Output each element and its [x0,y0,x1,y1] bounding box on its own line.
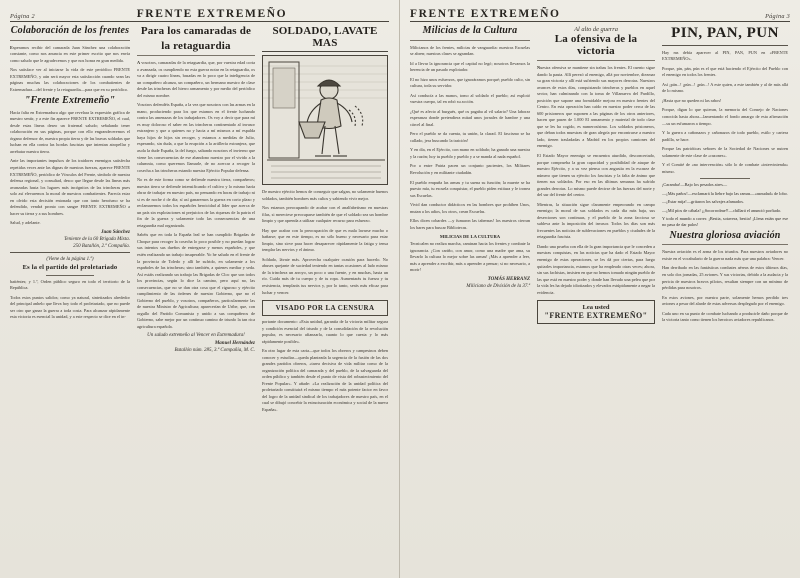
paragraph: ¿Qué es afecto al burgués, qué os pagaba al vil salario? Una laborar esperanza donde pretendiera mitad unos jornales de hambre y una cárcel al final. [410,108,530,127]
paragraph: ¡Caramba!—Bajo los pesados aires— [662,182,728,188]
right-columns [410,26,790,328]
signature-name: Manuel Hernández [214,341,255,347]
left-column-1 [10,26,130,417]
paragraph: Así ¡pán...! ¡pún...! ¡pún...! A este quien, a este también y al de más allá de lo mismo. [662,81,788,94]
ad-line-1: Lea usted [582,304,610,312]
paragraph: Nos estamos preocupando de acabar con el analfabetismo en nuestras filas, si mereciese preocuparse también de que el soldado sea un hombre limpio y que aprenda a utilizar cualquier recurso para esfuerzo. [262,205,388,224]
paragraph: Milicianos de los frentes, milicias de vanguardia: nuestras Escuelas se abren; nuestras clases se agrandan. [410,44,530,57]
signature-line: Teniente de la 60 Brigada Mixta. [64,236,130,242]
paragraph: Tecnicalen no realiza marcha, caminan hacia los frentes y combate la ignorancia. ¡Con cariño, con amor, como una madre que ama, su llevarlo la cultura lo mejor sobre las armas! ¡Más a aprender a leer, más a aprender a escribir, más a aprender a pensar; si no necesario, a morir! [410,241,530,273]
paragraph: Así conducía a las manos, tomo al soldado el pueblo; así explotó vuestra cuerpo, tal en robó su acción. [410,92,530,105]
unit-heading: MILICIAS DE LA CULTURA [439,234,501,240]
paragraph: El no hizo unos esfuerzos, que ignoráramos porqué; pueblo culto, sin cultura, toda su servidor. [410,76,530,89]
article-title-soldado-lavate: SOLDADO, LAVATE MAS [262,26,388,52]
paragraph: Soldado, lávate más. Aprovecha cualquier ocasión para hacerlo. No abuses quejante de suciedad teniendo en tantas ocasiones al lado mismo de la trinchera un arroyo, un poco o una fuente, y en muchas, hasta un río. Cuida más de tu cuerpo y de tu ropa. Aumentarás tu fuerza y tu resistencia, templarás tus nervios y, por lo tanto, serás más eficaz para luchar y vencer. [262,256,388,295]
right-masthead [410,8,790,22]
left-folio: Página 2 [10,13,35,20]
closing-slogan: Un saludo extremeño al Vencer en Extremadura! [147,333,245,339]
paragraph: Dando una prueba con ella de la gran importancia que le conceden a nuestras conquistas, en las noticias que ha dado el Estado Mayor enemigo de estas operaciones, se les dá por ciertas, para luego quitarles importancia, estamos que ha empleado otras veces; ahora, sin sus fachistas, insisten en que no hemos tomado ningún pueblo de las que está en nuestro poder y donde han llevado una pelea que por la vida les ha dejado idiotizados y elevados estúpidamente a negar la evidencia. [537,243,656,295]
left-masthead-title: FRENTE EXTREMEÑO [136,8,288,20]
article-title-milicias-cultura: Milicias de la Cultura [422,25,518,36]
continuation-note: (Viene de la página 1.º) [46,256,94,262]
paragraph: Hay ms debía aparecer al PIN, PAN, PUN en «FRENTE EXTREMEÑO». [662,49,788,62]
article-title-pin-pan-pun: PIN, PAN, PUN [671,25,779,41]
paragraph: Porque las patrióticas señores de la Sociedad de Naciones se nutren solamente de este clase de «razones». [662,146,788,158]
advertisement-read-frente[interactable] [537,300,655,324]
censorship-label: VISADO POR LA CENSURA [275,304,375,313]
paragraph: Nuestra aviación es el arma de los triunfos. Para nuestros aviadores no existe en el vocabulario de la guerra nada más que una palabra: Vencer. [662,249,788,261]
paragraph: Nos satisface ver al iniciarse la vida de este periódico FRENTE EXTREMEÑO, y aún será mayor esta satisfacción cuando sean las páginas muchas las colaboraciones de los combatientes de Extremadura—del frente y la retaguardia—para que en su periódico. [10,67,130,92]
signature-line: Batallón núm. 285, 3.ª Compañía, M. C. [174,348,255,354]
paragraph: Y en día, en el Ejército, con mano en soldado; ha ganado una nuestra y la razón; hoy tu pueblo y pueblo y a se manda al nada español. [410,147,530,159]
paragraph: ¡Hasta que no queden ni las rabos! [662,97,722,103]
right-masthead-title: FRENTE EXTREMEÑO [410,8,561,20]
ad-line-2: "FRENTE EXTREMEÑO" [544,311,648,321]
paragraph: En estos aviones, por nuestra parte, solamente hemos perdido tres aviones a pesar del alarde de estas adversas desplegado por el enemigo. [662,294,788,307]
paragraph: —¡Estar mija!—gritaron los salvajes afamados. [662,199,744,205]
article-subtitle-partido: Es la el partido del proletariado [22,263,118,271]
paragraph: Mientras, la situación sigue claramente empeorando en campo enemigo; la moral de sus soldados es cada día más baja, sus deserciones son continuas, y el pueblo de la zona facciosa se subleva ante la imposición del invasor. Todos los días son más frecuentes las noticias de sublevaciones en pueblos y ciudades de la retaguardia fascista. [537,201,655,240]
article-title-colaboracion: Colaboración de los frentes [10,25,130,36]
article-kicker: Al alto de guerra [574,26,618,33]
right-column-1 [410,26,530,328]
paragraph: Vosotros defendéis España, a la vez que nosotros con las armas en la mano, produciendo para los que estamos en el frente luchando contra las amenazas de los trabajadores. Os voy a decir que para mí es muy doloroso el saber en las trincheras continentado al invasor extranjero y que a quienes no y hacia a mí mismos a mí espalda haya hijos de hijos sin recoger, y estamos a medidas de Julio, esperando, sin duda, a que la erupción a la artillería extranjera, que asola la dude España, la del fuego, saltando nosotros el invierno que viene los consecuencias de ese abandono nuestro por el vivido a la calumnia, como queremos llamarle, de no acercar a recoger la cosecha a las trincheras estando nuestra Ejército Popular defensa. [137,102,255,173]
paragraph: Por a entre Patria pacen un conjunto pacientes, los Militares Revolución y en militante ciudadán. [410,163,530,175]
paragraph: Hacía falta en Extremadura algo que revelara la expresión gráfica de nuestro sentir, y a este fin aparece FRENTE EXTREMEÑO, el cual, desde estas líneas deseo un fraternal saludo; señalando tener colaboración en sus páginas, porque con ello engrandeceremos el órgano defensor de, nuestra propia tierra y de las bravas soldadas que luchan en ella contra las hordas fascistas que intentan atropellar y arrebatar nuestra tierra. [10,109,130,154]
article-title-camaradas-1: Para los camaradas de [140,25,252,37]
left-column-2 [137,26,255,417]
signature-name: Juan Sánchez [100,229,130,235]
censorship-stamp [262,300,388,316]
paragraph: Esperamos recibir del camarada Juan Sánchez una colaboración constante, como nos anuncia en este primer escrito que nos envía como saludo que le agradecemos y que nos honra en gran medida. [10,44,130,63]
paragraph: Y todo el mundo a correr. ¡Bestia, sotavera, bestia! ¡Llena están que ese no pasa de dar palos! [662,216,788,228]
left-column-3 [262,26,388,417]
paragraph: —¡Mil píos de cábala! ¡¡Socorrodme!!—chillará el anunció porfiado. [662,207,782,213]
paragraph: Sabéis que en toda la España leal se han cumplido Brigadas de Choque para recoger la cosecha lo poco posible y no puedan lograr sus intentos sus dueños de entregarse y menos españoles, y que estén realizando un trabajo insuperable. Yo he saludo en el frente de la provincia de Toledo y allí he sufrido, en solamente a los españoles de las trincheras; sino también, a quienes mediar y seda. Así estáis realizando un trabajo las Brigadas de Cloc que son todos los provincias, según lo dice la camino, pero aquí no, las consecuencias, que no se dan otra cosa que el riguroso y ejército cumplimiento de las órdenes de nuestro Gobierno, que no el Gobierno del pueblo, y vosotros, compañeros, particularmente las de nuestra Ministro de Agricultura; aparecerían de Uribe, que, con orgullo del Partido Comunista y unido a sus compañeros de Gobierno, sabe mejor por un continuo camino de triunfo la tan rica agricultura española. [137,232,255,329]
paragraph: Y la guerra a cañonazos y cañonazos de todo pueblo, estilo y cartera padilla, se hace. [662,130,788,142]
article-title-aviacion: Nuestra gloriosa aviación [669,229,781,241]
paragraph: De nuestro ejército hemos de conseguir que salgan, no solamente buenos soldados, también hombres más cultos y sabiendo vivir mejor. [262,189,388,201]
left-columns [10,26,389,417]
paragraph: Salud, y adelante. [10,220,41,226]
paragraph: Porque, pin, pán, pún es el que está haciendo el Ejército del Pueblo con el enemigo en todos los frentes. [662,65,788,78]
paragraph: Id a llevar la ignorancia que el capital no legó; nosotros llevamos la herencia de un pasado explotador. [410,60,530,73]
cartoon-svg [263,56,388,184]
paragraph: Ellos dicen cobardes —y fumaron las tabernas! los nuestros cierran los bares para buscar Bibliotecas. [410,218,530,230]
paragraph: Pero el pueblo se da cuenta, tu unión, la clarad. El fascismo se ha callado, jera buscando la traición! [410,131,530,143]
paragraph: portante documento: «Esta unidad, garantía de la victoria militar segura y condición esencial del triunfo y de la consolidación de la revolución popular, es necesario afianzarla, cuanto lo que cuesta y lo más rápidamente posible». [262,319,388,344]
paragraph: En otro lugar de esta carta—que todos los obreros y campesinos deben conocer y estudiar—queda planteada la urgencia de la fusión de las dos grandes partidos obreros, «tarea decisiva de vida militar como de la organización política del camarada y del pueblo, de la salvaguarda del orden público y también desde el punto de vista del robustecimiento del Frente Popular». Y añade: «La realización de la unidad política del proletariado constituirá el mismo tiempo el más potente factor en favor del logro de la unidad sindical de los trabajadores de nuestro país, en el cual se dibujó concebir la estructuración económica y social de la nueva España». [262,348,388,412]
right-folio: Página 3 [765,13,790,20]
paragraph: Han derribado en las fantásticas combates aéreas de estos últimos días, en solo dos jornadas, 25 aviones. Y sus victorias, debido a la audacia y la pericia de nuestros bravos pilotos, resultan siempre con un mínimo de pérdidas para nosotros. [662,265,788,291]
paragraph: El pueblo empuña las armas y tu suena su función; la muerte se ha puesto mía, tu escuela conquistar, el pueblo piden estitura y le ironea sus Escuelas. [410,179,530,198]
paragraph: El Estado Mayor enemigo se encuentra aturdido, desconcertado, porque comprueba la gran capacidad y posibilidad de ataque de nuestro Ejército, y a su vez piensa con angustia en la escasez de número que tienen su ejército los fascistas y la falta de ánimo que tienen sus soldados. Por eso en las últimas semanas ha sufrido grandes derrotas. Lo mismo puede decirse de las fuerzas del norte y del sur del frente del centro. [537,153,655,198]
paragraph: batiéntes; y 1.º, Orden público seguro en todo el territorio de la República. [10,278,130,291]
paragraph: Porque, digan lo que quieran, la memoria del Consejo de Naciones conocida hasta ahora—lamentando el fondo amargo de esta afirmación—su un esfumaron a tiempo. [662,107,788,126]
paragraph: Cada uno en su punto de combate luchando a producirle daño porque de la victoria tanto como tienen los heroicos aviadores republicanos. [662,310,788,323]
article-title-camaradas-2: la retaguardia [161,39,231,52]
paragraph: A vosotros, camaradas de la retaguardia, que, por vuestra edad corta o avanzada, os cumpliendo no esta guerra notar en la retaguardia, os va a dirigir cuatro líneas, basadas en lo poco que la inteligencia de un compañero alcanza, un compañero, un hermano nuestro de clase desde las trincheras del hierro armamento y por medio del periódico del mismo nombre. [137,60,255,98]
paragraph: Y el Comité de «no intervención» sólo lo de combate «intervinienda» mismo. [662,162,788,174]
paragraph: Vivid dan conductor didácticos en las hombres que prohíben Unos, mutan a los adios, los otros, crean Escuelas. [410,202,530,214]
right-column-2 [537,26,655,328]
right-column-3 [662,26,788,328]
paragraph: Hay que acabar con la preocupación de que es mala lavarse mucho o bañarse; que en este tiempo, es no sólo bueno y necesario para estar limpio, sino sirve para hacer desaparecer rápidamente la fatiga y tensa templar las nervios y el ánimo. [262,227,388,253]
cartoon-illustration [262,55,388,185]
left-masthead [10,8,389,22]
article-subtitle-frente-extremeno: "Frente Extremeño" [24,95,116,107]
article-title-ofensiva: La ofensiva de la victoria [554,33,638,57]
signature-line: Miliciano de División de la 37.ª [466,283,530,289]
paragraph: Nuestra ofensiva se mantiene sin trabas los frentes. El cuento sigue dando la pauta. Allí perezó al enemigo, allá por noviembre, diezmar su gran victoria y allí está sufriendo sus mayores derrotas. Nuestros avances de estos días, conquistando trincheras y pueblos en aquel sector, han culminando con la toma de Villanueva del Pardillo, posición que supone una formidable mejora en nuestro frentes del Centro. En esta operación han caído en nuestro poder cerca de las 600 prisioneros que suponen a las páginas de los otros anteriores, hacen que pasen de 1.000 El armamento y material de todo clase que se les ha cogido, es numerosísimo. Los soldados prisioneros, que deban todos muestras de gran alegría por encontrarse a nuestro lado, tienen trasladadas a Madrid en los propios camiones del enemigo. [537,65,655,149]
signature-name: TOMÁS HERRANZ [487,276,530,282]
paragraph: —¡Más paños!—exclamará la liebre bajo las ramas—«asnudad» de lobo. [662,190,788,196]
signature-line: 250 Batallón, 2.ª Compañía. [73,243,130,249]
paragraph: Ante las importantes impulsos de los traidores enemigos satisfecha repetidas veces ante las dignas de nuestras fuerzas, aparece FRENTE EXTREMEÑO, periódico de Vínculos del Frente, símbolo de nuestra defensa regional, y consultad, desco que llegue desde las líneas más avanzadas hasta los lugares más incógnitos de las trincheras pues solo así elevaremos la moral de nuestros combatientes. Parecía estar en olvido esta decisión entonada que con tanto heroísmo se ha defendido, vendrá pronto con sangre FRENTE EXTREMEÑO a hacer su tierra y a sus hombres. [10,158,130,216]
paragraph: No es de este forma como se defiende nuestra tierra, compañeros; nuestra tierra se defiende intensificando el cultivo y lo mismo haría obrar de trabajar en nuestro país, no pensando en horas de trabajo ni si es de noche ó de día; sí así ganaremos la guerra en corto plazo y reclamaremos todos los españoles heroicidad al líder que acerca de un país sin explotaciones ni prejuicios de las riquezas de la patria el fin de la guerra y solamente todo las consecuencias de una retaguardia mal organizada. [137,177,255,228]
right-page [400,0,800,578]
paragraph: Todos estos puntos salidos; como ya natural, sintetizados alrededor del principal anhelo que lleva hoy todo el proletariado, que no puede ser otro que ganar la guerra a toda costa. Para alcanzar rápidamente esta victoria es esencial la unidad, y a este respecto se dice en el in- [10,294,130,320]
